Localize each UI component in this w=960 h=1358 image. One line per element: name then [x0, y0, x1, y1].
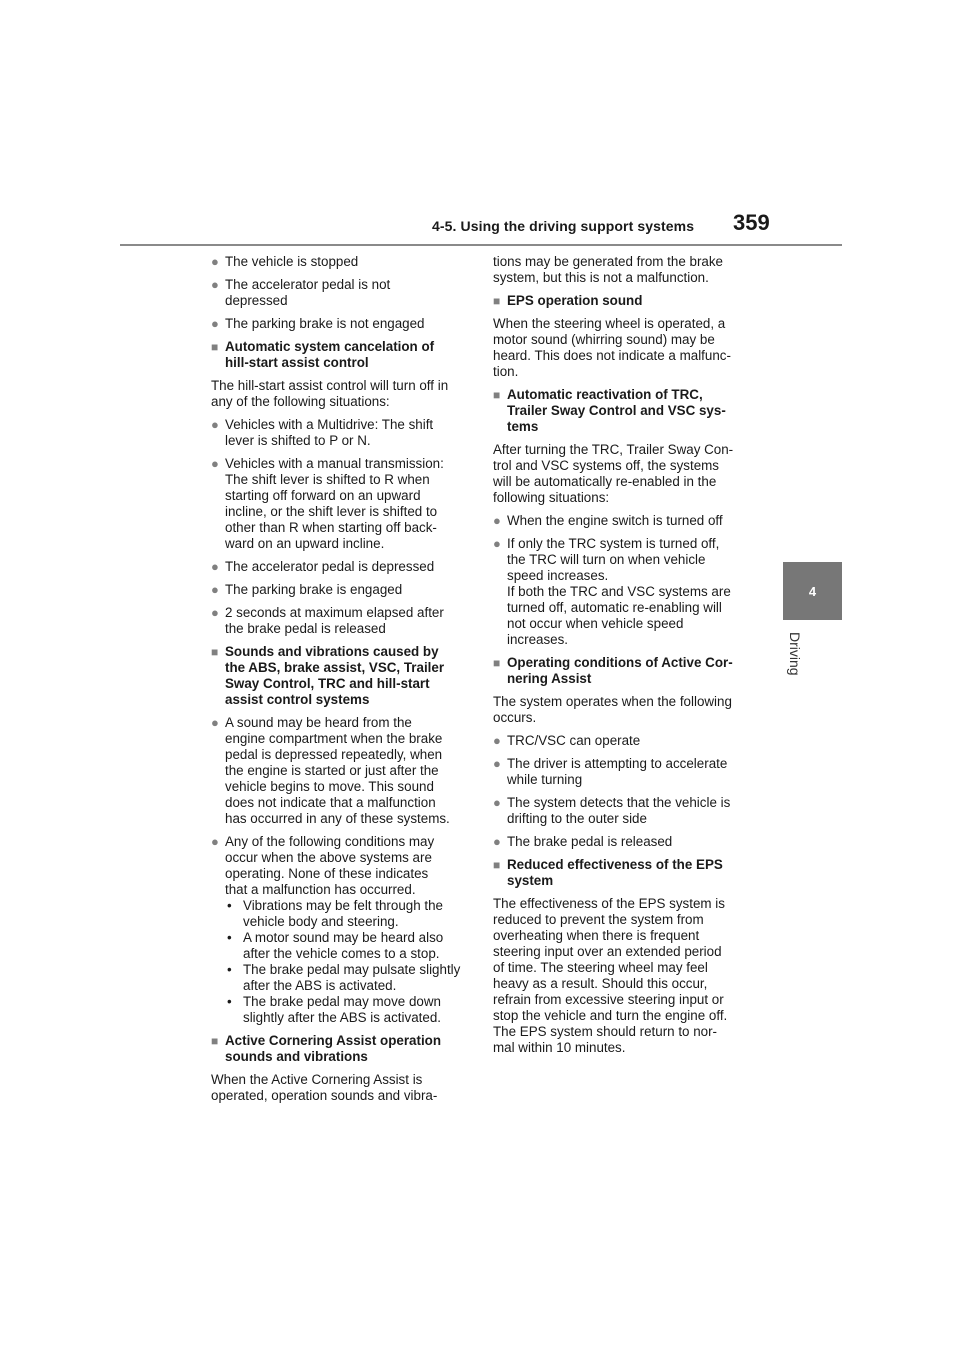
bullet-row — [211, 559, 469, 575]
paragraph — [493, 254, 757, 286]
bullet-item — [493, 756, 757, 788]
bullet-row — [493, 513, 757, 529]
circle-bullet-icon: ● — [211, 456, 219, 471]
bullet-row — [211, 605, 469, 637]
item-text: Vehicles with a manual transmission: The shift lever is shifted to R when starting off forward on an upward incline, or the shift lever is shifted to other than R when starting off back- ward on an upward incline. — [225, 456, 444, 551]
item-text: Automatic system cancelation of hill-start assist control — [225, 339, 435, 370]
bullet-row — [211, 715, 469, 827]
circle-bullet-icon: ● — [493, 834, 501, 849]
item-text: Vibrations may be felt through the vehicle body and steering. — [243, 898, 443, 929]
square-bullet-icon: ■ — [493, 388, 501, 402]
bullet-item — [493, 536, 757, 648]
bullet-body — [225, 715, 450, 827]
bullet-body — [225, 316, 425, 332]
item-text: Active Cornering Assist operation sounds and vibrations — [225, 1033, 442, 1064]
bullet-body — [225, 582, 402, 598]
circle-bullet-icon: ● — [211, 254, 219, 269]
item-text: After turning the TRC, Trailer Sway Con- trol and VSC systems off, the systems will be automatically re-enabled in the following situations: — [493, 442, 734, 505]
sub-bullet-item — [225, 898, 460, 930]
circle-bullet-icon: ● — [211, 277, 219, 292]
bullet-item — [493, 834, 757, 850]
circle-bullet-icon: ● — [211, 417, 219, 432]
right-column — [493, 254, 757, 1063]
paragraph — [493, 442, 757, 506]
item-text: The brake pedal is released — [507, 834, 673, 849]
item-text: Sounds and vibrations caused by the ABS, brake assist, VSC, Trailer Sway Control, TRC and hill-start assist control systems — [225, 644, 445, 707]
circle-bullet-icon: ● — [211, 834, 219, 849]
circle-bullet-icon: ● — [493, 513, 501, 528]
item-text: Operating conditions of Active Cor- nering Assist — [507, 655, 733, 686]
circle-bullet-icon: ● — [211, 715, 219, 730]
square-bullet-icon: ■ — [211, 645, 219, 659]
bullet-body — [225, 605, 444, 637]
item-text: The system detects that the vehicle is drifting to the outer side — [507, 795, 731, 826]
square-bullet-icon: ■ — [493, 858, 501, 872]
chapter-tab — [783, 562, 842, 620]
bullet-body — [225, 456, 444, 552]
paragraph — [493, 896, 757, 1056]
bullet-item — [211, 834, 469, 1026]
bullet-row — [211, 417, 469, 449]
paragraph — [211, 378, 469, 410]
section-heading — [493, 293, 757, 309]
item-text: A sound may be heard from the engine compartment when the brake pedal is depressed repeatedly, when the engine is started or just after the vehicle begins to move. This sound does not indicate that a malfunction has occurred in any of these systems. — [225, 715, 450, 826]
item-text: The hill-start assist control will turn off in any of the following situations: — [211, 378, 449, 409]
small-dot-icon: • — [227, 898, 232, 913]
circle-bullet-icon: ● — [493, 795, 501, 810]
page-number: 359 — [733, 210, 770, 235]
bullet-item — [211, 605, 469, 637]
bullet-row — [493, 756, 757, 788]
square-bullet-icon: ■ — [493, 294, 501, 308]
paragraph — [211, 1072, 469, 1104]
bullet-body — [507, 756, 727, 788]
item-text: The parking brake is engaged — [225, 582, 403, 597]
item-text: The accelerator pedal is not depressed — [225, 277, 391, 308]
item-text: TRC/VSC can operate — [507, 733, 641, 748]
bullet-body — [507, 733, 640, 749]
item-text: A motor sound may be heard also after the vehicle comes to a stop. — [243, 930, 444, 961]
item-text: The driver is attempting to accelerate while turning — [507, 756, 728, 787]
item-text: Any of the following conditions may occur when the above systems are operating. None of these indicates that a malfunction has occurred. — [225, 834, 435, 897]
item-text: The effectiveness of the EPS system is reduced to prevent the system from overheating when there is frequent steering input over an extended period of time. The steering wheel may feel heavy as a result. Should this occur, refrain from excessive steering input or stop the vehicle and turn the engine off. The EPS system should return to nor- mal within 10 minutes. — [493, 896, 728, 1055]
bullet-row — [211, 456, 469, 552]
bullet-item — [493, 795, 757, 827]
item-text: The parking brake is not engaged — [225, 316, 425, 331]
bullet-row — [211, 277, 469, 309]
bullet-body — [225, 254, 358, 270]
bullet-body — [507, 795, 730, 827]
bullet-item — [211, 417, 469, 449]
item-text: The brake pedal may pulsate slightly after the ABS is activated. — [243, 962, 461, 993]
item-text: Reduced effectiveness of the EPS system — [507, 857, 723, 888]
bullet-row — [493, 795, 757, 827]
square-bullet-icon: ■ — [211, 340, 219, 354]
bullet-body — [225, 834, 460, 1026]
section-heading — [493, 387, 757, 435]
item-text: If only the TRC system is turned off, the TRC will turn on when vehicle speed increases. If both the TRC and VSC systems are turned off, automatic re-enabling will not occur when vehicle speed increases. — [507, 536, 731, 647]
sub-bullet-item — [225, 994, 460, 1026]
bullet-item — [211, 316, 469, 332]
item-text: When the engine switch is turned off — [507, 513, 723, 528]
sub-bullet-item — [225, 930, 460, 962]
bullet-item — [211, 456, 469, 552]
bullet-row — [211, 834, 469, 1026]
bullet-item — [211, 254, 469, 270]
small-dot-icon: • — [227, 994, 232, 1009]
bullet-item — [211, 715, 469, 827]
bullet-item — [211, 277, 469, 309]
bullet-body — [507, 834, 672, 850]
paragraph — [493, 694, 757, 726]
section-title: 4-5. Using the driving support systems — [432, 218, 695, 234]
circle-bullet-icon: ● — [211, 316, 219, 331]
bullet-row — [211, 582, 469, 598]
left-column — [211, 254, 469, 1111]
section-heading — [211, 1033, 469, 1065]
sub-bullet-item — [225, 962, 460, 994]
circle-bullet-icon: ● — [493, 756, 501, 771]
bullet-item — [493, 733, 757, 749]
bullet-row — [211, 254, 469, 270]
circle-bullet-icon: ● — [211, 582, 219, 597]
item-text: The brake pedal may move down slightly after the ABS is activated. — [243, 994, 441, 1025]
item-text: 2 seconds at maximum elapsed after the brake pedal is released — [225, 605, 444, 636]
bullet-body — [225, 559, 434, 575]
bullet-body — [225, 277, 390, 309]
item-text: EPS operation sound — [507, 293, 643, 308]
item-text: The accelerator pedal is depressed — [225, 559, 435, 574]
item-text: When the Active Cornering Assist is operated, operation sounds and vibra- — [211, 1072, 438, 1103]
bullet-row — [211, 316, 469, 332]
header-divider — [120, 244, 842, 246]
bullet-item — [493, 513, 757, 529]
section-heading — [493, 857, 757, 889]
small-dot-icon: • — [227, 962, 232, 977]
bullet-row — [493, 834, 757, 850]
section-heading — [211, 644, 469, 708]
bullet-row — [493, 733, 757, 749]
item-text: Automatic reactivation of TRC, Trailer Sway Control and VSC sys- tems — [507, 387, 726, 434]
circle-bullet-icon: ● — [493, 536, 501, 551]
chapter-number: 4 — [808, 583, 817, 599]
section-heading — [211, 339, 469, 371]
circle-bullet-icon: ● — [493, 733, 501, 748]
item-text: Vehicles with a Multidrive: The shift lever is shifted to P or N. — [225, 417, 434, 448]
bullet-body — [225, 417, 433, 449]
circle-bullet-icon: ● — [211, 605, 219, 620]
square-bullet-icon: ■ — [493, 656, 501, 670]
item-text: tions may be generated from the brake system, but this is not a malfunction. — [493, 254, 724, 285]
circle-bullet-icon: ● — [211, 559, 219, 574]
bullet-row — [493, 536, 757, 648]
square-bullet-icon: ■ — [211, 1034, 219, 1048]
item-text: The vehicle is stopped — [225, 254, 359, 269]
bullet-body — [507, 536, 731, 648]
bullet-body — [507, 513, 723, 529]
bullet-item — [211, 582, 469, 598]
chapter-label: Driving — [787, 632, 803, 676]
bullet-item — [211, 559, 469, 575]
section-heading — [493, 655, 757, 687]
paragraph — [493, 316, 757, 380]
item-text: The system operates when the following occurs. — [493, 694, 732, 725]
small-dot-icon: • — [227, 930, 232, 945]
item-text: When the steering wheel is operated, a motor sound (whirring sound) may be heard. This does not indicate a malfunc- tion. — [493, 316, 731, 379]
